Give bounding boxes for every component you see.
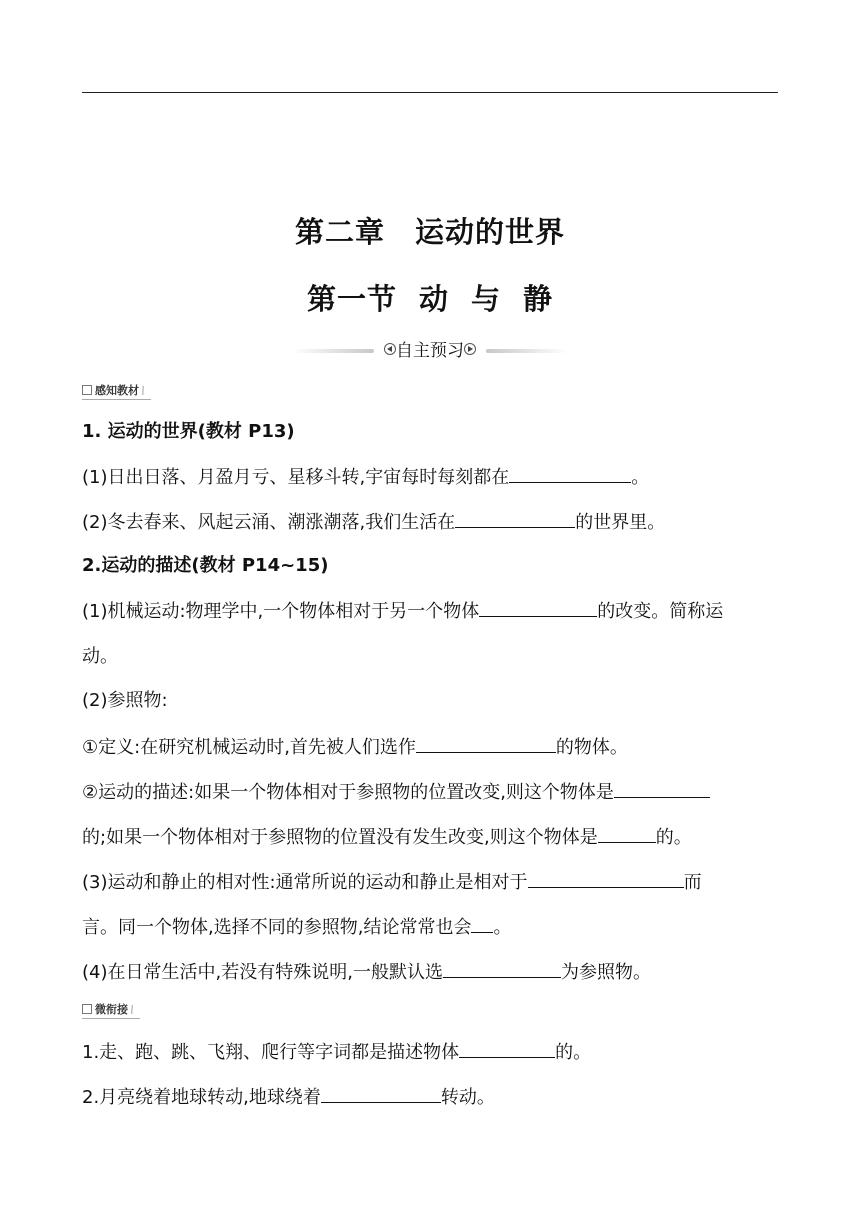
question-2-5 [82, 824, 692, 850]
chapter-title: 第二章 运动的世界 [294, 215, 565, 249]
question-1-2 [82, 509, 665, 535]
answer-blank[interactable] [416, 734, 556, 753]
section-word-2: 与 [471, 282, 502, 316]
right-arrow-icon [464, 343, 476, 355]
question-text: 转动。 [440, 1087, 495, 1108]
question-text: 。 [493, 917, 512, 938]
question-text: ①定义:在研究机械运动时,首先被人们选作 [82, 737, 416, 758]
question-2-6 [82, 869, 702, 895]
question-text: 的;如果一个物体相对于参照物的位置没有发生改变,则这个物体是 [82, 827, 598, 848]
banner-line-right [486, 349, 568, 353]
section-number: 第一节 [306, 282, 397, 316]
answer-blank[interactable] [471, 914, 493, 933]
answer-blank[interactable] [509, 464, 631, 483]
question-text: 的。 [555, 1042, 592, 1063]
question-2-8 [82, 959, 651, 985]
question-1-1 [82, 464, 649, 490]
tag-micro-link [82, 1003, 137, 1017]
question-text: 的物体。 [555, 737, 628, 758]
tag-label: 感知教材 [95, 384, 139, 397]
answer-blank[interactable] [321, 1084, 441, 1103]
micro-question-2 [82, 1084, 495, 1110]
question-text: (1)日出日落、月盈月亏、星移斗转,宇宙每时每刻都在 [82, 467, 510, 488]
tag-perceive-textbook [82, 384, 148, 398]
section-title [0, 277, 860, 318]
answer-blank[interactable] [443, 959, 561, 978]
question-2-2: (2)参照物: [82, 690, 168, 711]
slash-icon: \ [127, 1003, 137, 1016]
question-text: 为参照物。 [560, 962, 651, 983]
question-text: ②运动的描述:如果一个物体相对于参照物的位置改变,则这个物体是 [82, 782, 614, 803]
preview-banner [292, 340, 568, 362]
question-text: 言。同一个物体,选择不同的参照物,结论常常也会 [82, 917, 472, 938]
header-rule [82, 92, 778, 93]
question-text: 的世界里。 [575, 512, 666, 533]
question-text: 的改变。简称运 [597, 601, 724, 622]
micro-question-1 [82, 1039, 591, 1065]
section-word-1: 动 [418, 282, 449, 316]
left-arrow-icon [384, 343, 396, 355]
checkbox-icon [82, 1004, 92, 1014]
question-2-4 [82, 779, 710, 805]
banner-label: 自主预习 [396, 341, 464, 361]
heading-1: 1. 运动的世界(教材 P13) [82, 421, 295, 442]
slash-icon: \ [138, 384, 148, 397]
question-text: (3)运动和静止的相对性:通常所说的运动和静止是相对于 [82, 872, 528, 893]
question-2-7 [82, 914, 511, 940]
banner-line-left [292, 349, 374, 353]
question-text: 。 [631, 467, 650, 488]
question-text: 而 [683, 872, 702, 893]
answer-blank[interactable] [479, 598, 597, 617]
question-2-1-cont: 动。 [82, 646, 118, 667]
checkbox-icon [82, 385, 92, 395]
question-2-1 [82, 598, 723, 624]
question-text: 2.月亮绕着地球转动,地球绕着 [82, 1087, 321, 1108]
answer-blank[interactable] [455, 509, 575, 528]
question-text: (1)机械运动:物理学中,一个物体相对于另一个物体 [82, 601, 480, 622]
tag-label: 微衔接 [95, 1003, 128, 1016]
answer-blank[interactable] [528, 869, 684, 888]
answer-blank[interactable] [598, 824, 656, 843]
question-text: 1.走、跑、跳、飞翔、爬行等字词都是描述物体 [82, 1042, 460, 1063]
answer-blank[interactable] [459, 1039, 555, 1058]
answer-blank[interactable] [614, 779, 710, 798]
heading-2: 2.运动的描述(教材 P14~15) [82, 555, 329, 576]
banner-center [376, 340, 484, 362]
question-2-3 [82, 734, 628, 760]
question-text: (4)在日常生活中,若没有特殊说明,一般默认选 [82, 962, 443, 983]
question-text: (2)冬去春来、风起云涌、潮涨潮落,我们生活在 [82, 512, 456, 533]
section-word-3: 静 [523, 282, 554, 316]
question-text: 的。 [655, 827, 692, 848]
